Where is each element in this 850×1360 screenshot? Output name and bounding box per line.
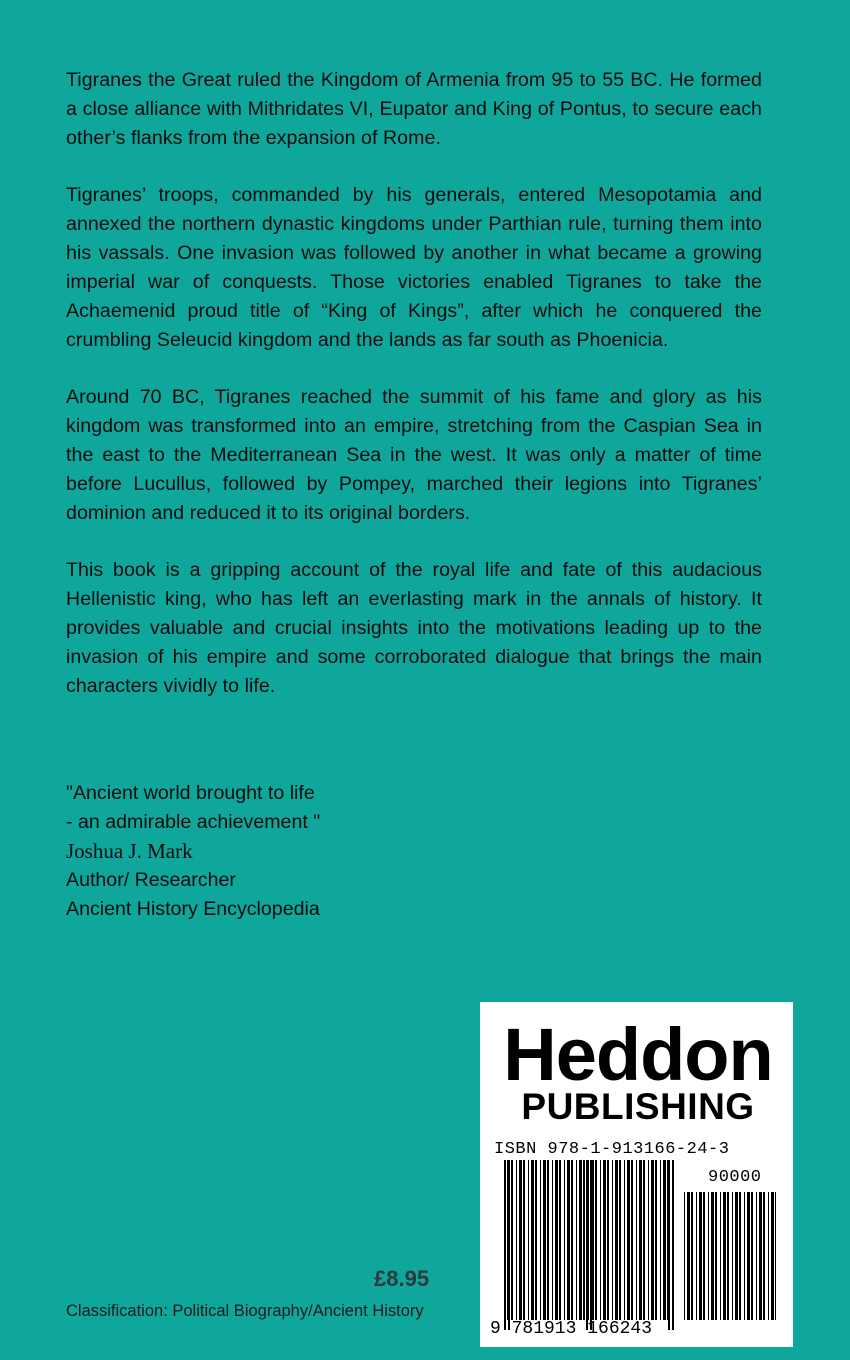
barcode-guard-bar: [672, 1160, 674, 1330]
barcode-bar: [663, 1160, 666, 1320]
barcode-bar: [768, 1192, 769, 1320]
back-cover-blurb: [66, 66, 762, 729]
barcode-digits: 9 781913 166243: [490, 1319, 653, 1339]
barcode-bar: [523, 1160, 525, 1320]
barcode-bar: [703, 1192, 705, 1320]
barcode-bar: [619, 1160, 621, 1320]
quote-line-1: "Ancient world brought to life: [66, 782, 315, 804]
barcode-bar: [607, 1160, 609, 1320]
barcode-bar: [744, 1192, 745, 1320]
barcode-guard-bar: [508, 1160, 510, 1330]
barcode-bar: [651, 1160, 654, 1320]
quote-line-2: - an admirable achievement ": [66, 811, 321, 833]
barcode-bar: [643, 1160, 645, 1320]
barcode-bar: [552, 1160, 553, 1320]
barcode-bar: [631, 1160, 633, 1320]
barcode-bar: [595, 1160, 597, 1320]
barcode-bar: [519, 1160, 522, 1320]
barcode-bar: [696, 1192, 697, 1320]
barcode-bar: [612, 1160, 613, 1320]
quote-author: Joshua J. Mark: [66, 839, 193, 863]
barcode-bar: [711, 1192, 714, 1320]
barcode-bar: [547, 1160, 549, 1320]
barcode-bar: [732, 1192, 733, 1320]
barcode-bar: [739, 1192, 741, 1320]
barcode-bar: [660, 1160, 661, 1320]
barcode-bar: [691, 1192, 693, 1320]
barcode-bar: [655, 1160, 657, 1320]
barcode-bar: [639, 1160, 642, 1320]
blurb-paragraph-4: This book is a gripping account of the royal life and fate of this audacious Hellenistic king, who has left an everlasting mark in the annals of history. It provides valuable and crucial insights into the motivations leading up to the invasion of his empire and some corroborated dialogue that brings the main characters vividly to life.: [66, 559, 762, 697]
barcode-guard-bar: [668, 1160, 670, 1330]
barcode-bar: [708, 1192, 709, 1320]
price-addon-code: 90000: [708, 1168, 762, 1187]
barcode-bar: [723, 1192, 726, 1320]
barcode-bar: [603, 1160, 606, 1320]
blurb-paragraph-1: Tigranes the Great ruled the Kingdom of Armenia from 95 to 55 BC. He formed a close alliance with Mithridates VI, Eupator and King of Pontus, to secure each other’s flanks from the expansion of Rome.: [66, 69, 762, 149]
blurb-paragraph-3: Around 70 BC, Tigranes reached the summit of his fame and glory as his kingdom was transformed into an empire, stretching from the Caspian Sea in the east to the Mediterranean Sea in the west. It was only a matter of time before Lucullus, followed by Pompey, marched their legions into Tigranes’ dominion and reduced it to its original borders.: [66, 386, 762, 524]
barcode-guard-bar: [590, 1160, 592, 1330]
barcode-bar: [531, 1160, 534, 1320]
barcode-bar: [747, 1192, 750, 1320]
barcode-bar: [687, 1192, 690, 1320]
barcode-bar: [571, 1160, 573, 1320]
barcode-bar: [684, 1192, 685, 1320]
price: £8.95: [374, 1266, 430, 1291]
barcode-bar: [583, 1160, 585, 1320]
barcode-bar: [555, 1160, 558, 1320]
barcode-bar: [763, 1192, 765, 1320]
barcode-bar: [699, 1192, 702, 1320]
publisher-logo-name: Heddon: [503, 1013, 773, 1096]
blurb-paragraph-2: Tigranes’ troops, commanded by his generals, entered Mesopotamia and annexed the northern dynastic kingdoms under Parthian rule, turning them into his vassals. One invasion was followed by another in what became a growing imperial war of conquests. Those victories enabled Tigranes to take the Achaemenid proud title of “King of Kings”, after which he conquered the crumbling Seleucid kingdom and the lands as far south as Phoenicia.: [66, 184, 762, 351]
quote-author-organization: Ancient History Encyclopedia: [66, 898, 320, 920]
barcode-bar: [648, 1160, 649, 1320]
barcode-bar: [715, 1192, 717, 1320]
barcode-guard-bar: [504, 1160, 506, 1330]
barcode-bar: [759, 1192, 762, 1320]
barcode-bar: [576, 1160, 577, 1320]
barcode: [480, 1002, 793, 1347]
barcode-bar: [516, 1160, 517, 1320]
barcode-bar: [511, 1160, 513, 1320]
barcode-bar: [600, 1160, 601, 1320]
barcode-bar: [627, 1160, 630, 1320]
barcode-bar: [567, 1160, 570, 1320]
isbn-label: ISBN 978-1-913166-24-3: [494, 1140, 730, 1159]
barcode-bar: [535, 1160, 537, 1320]
barcode-bar: [751, 1192, 753, 1320]
barcode-bar: [636, 1160, 637, 1320]
barcode-bar: [775, 1192, 776, 1320]
barcode-guard-bar: [586, 1160, 588, 1330]
barcode-bar: [543, 1160, 546, 1320]
barcode-bar: [624, 1160, 625, 1320]
barcode-bar: [771, 1192, 774, 1320]
review-quote: [66, 779, 486, 924]
barcode-bar: [564, 1160, 565, 1320]
barcode-bar: [727, 1192, 729, 1320]
barcode-bar: [720, 1192, 721, 1320]
quote-author-role: Author/ Researcher: [66, 869, 236, 891]
barcode-bar: [528, 1160, 529, 1320]
publisher-logo-sub: PUBLISHING: [521, 1086, 755, 1127]
classification: Classification: Political Biography/Ancient History: [66, 1302, 424, 1320]
barcode-bar: [579, 1160, 582, 1320]
barcode-bar: [615, 1160, 618, 1320]
barcode-bar: [756, 1192, 757, 1320]
publisher-barcode-box: [480, 1002, 793, 1347]
barcode-bar: [588, 1160, 589, 1320]
barcode-bar: [735, 1192, 738, 1320]
barcode-bar: [540, 1160, 541, 1320]
barcode-bar: [559, 1160, 561, 1320]
